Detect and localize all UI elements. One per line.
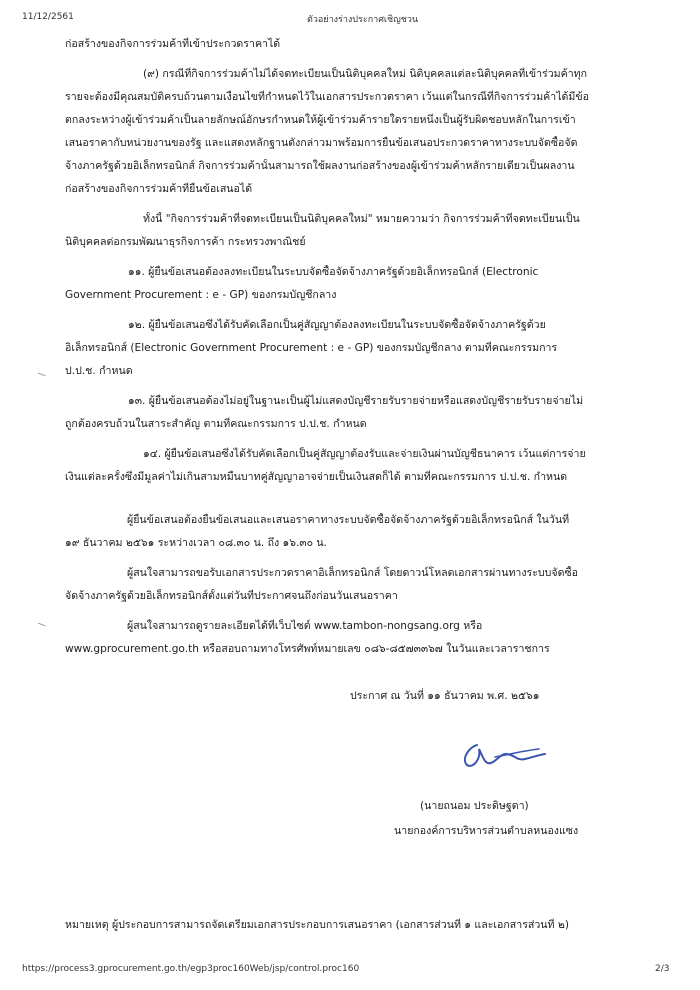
- definition-line: ทั้งนี้ "กิจการร่วมค้าที่จดทะเบียนเป็นนิติบุคคลใหม่" หมายความว่า กิจการร่วมค้าที่จดทะเบียนเป็น: [143, 213, 580, 225]
- clause-12-line: ๑๒. ผู้ยื่นข้อเสนอซึ่งได้รับคัดเลือกเป็นคู่สัญญาต้องลงทะเบียนในระบบจัดซื้อจัดจ้างภาครัฐด้วย: [128, 319, 546, 331]
- clause-14-line: ๑๔. ผู้ยื่นข้อเสนอซึ่งได้รับคัดเลือกเป็นคู่สัญญาต้องรับและจ่ายเงินผ่านบัญชีธนาคาร เว้นแต่การจ่าย: [143, 448, 586, 460]
- page-number: 2/3: [655, 964, 670, 974]
- submission-line: ๑๙ ธันวาคม ๒๕๖๑ ระหว่างเวลา ๐๘.๓๐ น. ถึง ๑๖.๓๐ น.: [65, 537, 328, 549]
- margin-mark: [38, 621, 47, 627]
- remark-line: หมายเหตุ ผู้ประกอบการสามารถจัดเตรียมเอกสารประกอบการเสนอราคา (เอกสารส่วนที่ ๑ และเอกสารส่วนที่ ๒): [65, 919, 570, 931]
- submission-line: ผู้ยื่นข้อเสนอต้องยื่นข้อเสนอและเสนอราคาทางระบบจัดซื้อจัดจ้างภาครัฐด้วยอิเล็กทรอนิกส์ ในวันที่: [127, 514, 570, 526]
- source-url-link[interactable]: https://process3.gprocurement.go.th/egp3proc160Web/jsp/control.proc160: [22, 964, 360, 974]
- contact-line: www.gprocurement.go.th หรือสอบถามทางโทรศัพท์หมายเลข ๐๘๖-๘๕๗๓๓๖๗ ในวันและเวลาราชการ: [65, 643, 550, 655]
- announcement-date: ประกาศ ณ วันที่ ๑๑ ธันวาคม พ.ศ. ๒๕๖๑: [350, 690, 540, 702]
- clause-12-line: อิเล็กทรอนิกส์ (Electronic Government Procurement : e - GP) ของกรมบัญชีกลาง ตามที่คณะกรรมการ: [65, 342, 558, 354]
- download-line: จัดจ้างภาครัฐด้วยอิเล็กทรอนิกส์ตั้งแต่วันที่ประกาศจนถึงก่อนวันเสนอราคา: [65, 590, 398, 602]
- clause-9-line: ก่อสร้างของกิจการร่วมค้าที่ยื่นข้อเสนอได้: [65, 183, 253, 195]
- signatory-position: นายกองค์การบริหารส่วนตำบลหนองแซง: [394, 825, 579, 837]
- clause-9-line: จ้างภาครัฐด้วยอิเล็กทรอนิกส์ กิจการร่วมค้านั้นสามารถใช้ผลงานก่อสร้างของผู้เข้าร่วมค้าหลักรายเดียวเป็นผลงาน: [65, 160, 575, 172]
- clause-13-line: ถูกต้องครบถ้วนในสาระสำคัญ ตามที่คณะกรรมการ ป.ป.ช. กำหนด: [65, 418, 367, 430]
- definition-line: นิติบุคคลต่อกรมพัฒนาธุรกิจการค้า กระทรวงพาณิชย์: [65, 236, 306, 248]
- signature-mark: [455, 735, 550, 775]
- clause-12-line: ป.ป.ช. กำหนด: [65, 365, 133, 377]
- clause-9-line: รายจะต้องมีคุณสมบัติครบถ้วนตามเงื่อนไขที่กำหนดไว้ในเอกสารประกวดราคา เว้นแต่ในกรณีที่กิจการร่วมค้าได้มีข้อ: [65, 91, 590, 103]
- clause-11-line: Government Procurement : e - GP) ของกรมบัญชีกลาง: [65, 289, 337, 301]
- clause-9-line: เสนอราคากับหน่วยงานของรัฐ และแสดงหลักฐานดังกล่าวมาพร้อมการยื่นข้อเสนอประกวดราคาทางระบบจัดซื้อจัด: [65, 137, 578, 149]
- print-title: ตัวอย่างร่างประกาศเชิญชวน: [307, 15, 419, 25]
- clause-14-line: เงินแต่ละครั้งซึ่งมีมูลค่าไม่เกินสามหมื่นบาทคู่สัญญาอาจจ่ายเป็นเงินสดก็ได้ ตามที่คณะกรรมการ ป.ป.ช. กำหนด: [65, 471, 568, 483]
- clause-13-line: ๑๓. ผู้ยื่นข้อเสนอต้องไม่อยู่ในฐานะเป็นผู้ไม่แสดงบัญชีรายรับรายจ่ายหรือแสดงบัญชีรายรับรายจ่ายไม่: [128, 395, 584, 407]
- contact-line: ผู้สนใจสามารถดูรายละเอียดได้ที่เว็บไซต์ www.tambon-nongsang.org หรือ: [127, 620, 483, 632]
- clause-9-line: (๙) กรณีที่กิจการร่วมค้าไม่ได้จดทะเบียนเป็นนิติบุคคลใหม่ นิติบุคคลแต่ละนิติบุคคลที่เข้าร่วมค้าทุก: [143, 68, 588, 80]
- print-date: 11/12/2561: [22, 12, 74, 22]
- signatory-name: (นายถนอม ประดิษฐดา): [420, 800, 529, 812]
- clause-11-line: ๑๑. ผู้ยื่นข้อเสนอต้องลงทะเบียนในระบบจัดซื้อจัดจ้างภาครัฐด้วยอิเล็กทรอนิกส์ (Electronic: [128, 266, 539, 278]
- paragraph-line: ก่อสร้างของกิจการร่วมค้าที่เข้าประกวดราคาได้: [65, 38, 281, 50]
- download-line: ผู้สนใจสามารถขอรับเอกสารประกวดราคาอิเล็กทรอนิกส์ โดยดาวน์โหลดเอกสารผ่านทางระบบจัดซื้อ: [127, 567, 579, 579]
- margin-mark: [38, 371, 47, 377]
- clause-9-line: ตกลงระหว่างผู้เข้าร่วมค้าเป็นลายลักษณ์อักษรกำหนดให้ผู้เข้าร่วมค้ารายใดรายหนึ่งเป็นผู้รับผิดชอบหลักในการเข้า: [65, 114, 576, 126]
